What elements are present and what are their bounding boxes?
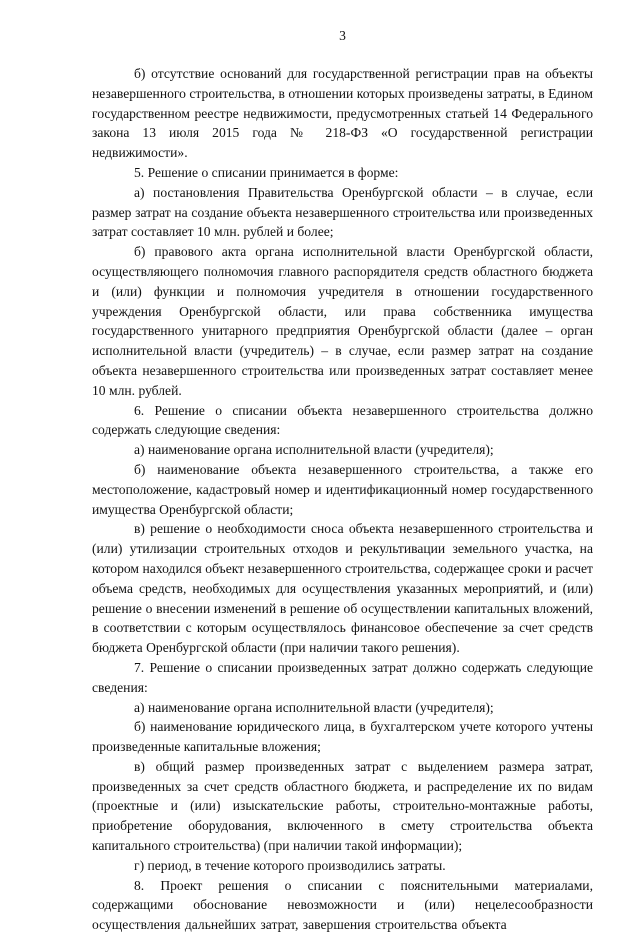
paragraph-6b-object-name: б) наименование объекта незавершенного строительства, а также его местоположение, кадастровый номер и идентификационный номер государственного имущества Оренбургской области; <box>92 461 593 517</box>
paragraph-5a-government-resolution: а) постановления Правительства Оренбургской области – в случае, если размер затрат на создание объекта незавершенного строительства или произведенных затрат составляет 10 млн. рублей и более; <box>92 184 593 240</box>
paragraph-5-decision-form: 5. Решение о списании принимается в форме: <box>134 164 399 180</box>
paragraph-7-costs-decision-content: 7. Решение о списании произведенных затрат должно содержать следующие сведения: <box>92 659 593 695</box>
paragraph-5b-legal-act: б) правового акта органа исполнительной власти Оренбургской области, осуществляющего полномочия главного распорядителя средств областного бюджета и (или) функции и полномочия учредителя в отношении государственного учреждения Оренбургской области, или права собственника имущества государственного унитарного предприятия Оренбургской области (далее – орган исполнительной власти (учредитель) – в случае, если размер затрат на создание объекта незавершенного строительства или произведенных затрат составляет менее 10 млн. рублей. <box>92 244 593 398</box>
paragraph-7b-legal-entity: б) наименование юридического лица, в бухгалтерском учете которого учтены произведенные капитальные вложения; <box>92 719 593 755</box>
paragraph-4b-registration: б) отсутствие оснований для государственной регистрации прав на объекты незавершенного строительства, в отношении которых произведены затраты, в Едином государственном реестре недвижимости, предусмотренных статьей 14 Федерального закона 13 июля 2015 года № 218-ФЗ «О государственной регистрации недвижимости». <box>92 66 593 161</box>
paragraph-6c-demolition-decision: в) решение о необходимости сноса объекта незавершенного строительства и (или) утилизации строительных отходов и рекультивации земельного участка, на котором находился объект незавершенного строительства, содержащее сроки и расчет объема средств, необходимых для осуществления указанных мероприятий, и (или) решение о внесении изменений в решение об осуществлении капитальных вложений, в соответствии с которым осуществлялось финансовое обеспечение за счет средств бюджета Оренбургской области (при наличии такого решения). <box>92 521 593 656</box>
paragraph-7a-authority-name: а) наименование органа исполнительной власти (учредителя); <box>134 699 494 715</box>
paragraph-8-draft-decision: 8. Проект решения о списании с пояснительными материалами, содержащими обоснование невозможности и (или) нецелесообразности осуществления дальнейших затрат, завершения строительства объекта <box>92 877 593 933</box>
paragraph-7d-period: г) период, в течение которого производились затраты. <box>134 857 446 873</box>
paragraph-7c-total-costs: в) общий размер произведенных затрат с выделением размера затрат, произведенных за счет средств областного бюджета, и распределение их по видам (проектные и (или) изыскательские работы, строительно-монтажные работы, приобретение оборудования, включенного в смету строительства объекта капитального строительства) (при наличии такой информации); <box>92 758 593 854</box>
paragraph-6-object-decision-content: 6. Решение о списании объекта незавершенного строительства должно содержать следующие сведения: <box>92 402 593 438</box>
page-number: 3 <box>339 28 346 43</box>
paragraph-6a-authority-name: а) наименование органа исполнительной власти (учредителя); <box>134 442 494 458</box>
